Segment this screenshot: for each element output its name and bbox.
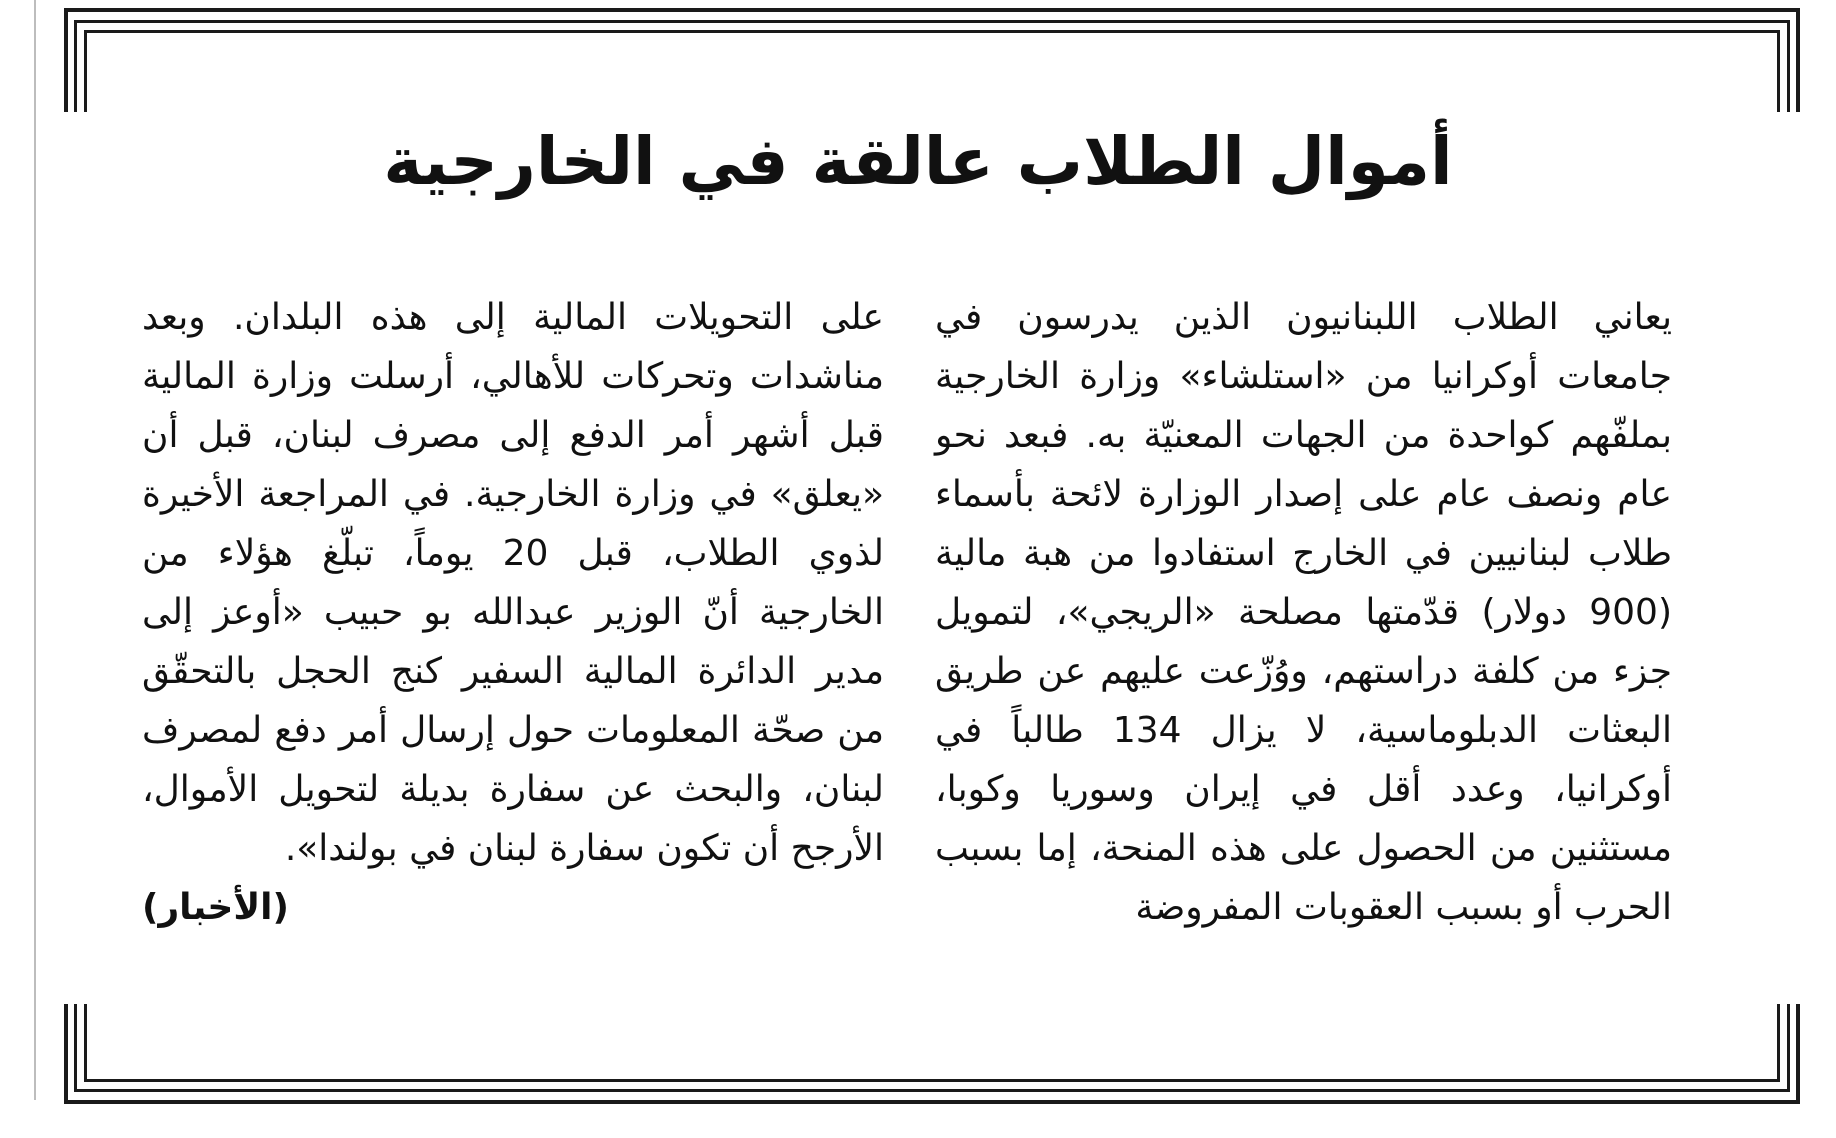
frame-top-rule-inner xyxy=(84,30,1780,33)
frame-bottom-right-post-inner xyxy=(1777,1004,1780,1082)
frame-top-left-post-inner xyxy=(84,30,87,112)
article-source-signature: (الأخبار) xyxy=(142,887,289,928)
article-column-left xyxy=(142,288,884,937)
frame-top-right-post-middle xyxy=(1787,20,1790,112)
frame-bottom-rule-inner xyxy=(84,1079,1780,1082)
article-column-left-text: على التحويلات المالية إلى هذه البلدان. وبعد مناشدات وتحركات للأهالي، أرسلت وزارة المالية قبل أشهر أمر الدفع إلى مصرف لبنان، قبل أن «يعلق» في وزارة الخارجية. في المراجعة الأخيرة لذوي الطلاب، قبل 20 يوماً، تبلّغ هؤلاء من الخارجية أنّ الوزير عبدالله بو حبيب «أوعز إلى مدير الدائرة المالية السفير كنج الحجل بالتحقّق من صحّة المعلومات حول إرسال أمر دفع لمصرف لبنان، والبحث عن سفارة بديلة لتحويل الأموال، الأرجح أن تكون سفارة لبنان في بولندا». xyxy=(142,297,884,869)
frame-top-left-post-middle xyxy=(74,20,77,112)
frame-bottom-rule-outer xyxy=(64,1100,1800,1104)
frame-top-rule-outer xyxy=(64,8,1800,12)
article-headline: أموال الطلاب عالقة في الخارجية xyxy=(383,123,1453,200)
article-column-right-text: يعاني الطلاب اللبنانيون الذين يدرسون في جامعات أوكرانيا من «استلشاء» وزارة الخارجية بملفّهم كواحدة من الجهات المعنيّة به. فبعد نحو عام ونصف عام على إصدار الوزارة لائحة بأسماء طلاب لبنانيين في الخارج استفادوا من هبة مالية (900 دولار) قدّمتها مصلحة «الريجي»، لتمويل جزء من كلفة دراستهم، ووُزّعت عليهم عن طريق البعثات الدبلوماسية، لا يزال 134 طالباً في أوكرانيا، وعدد أقل في إيران وسوريا وكوبا، مستثنين من الحصول على هذه المنحة، إما بسبب الحرب أو بسبب العقوبات المفروضة xyxy=(935,297,1673,928)
frame-bottom-left-post-inner xyxy=(84,1004,87,1082)
frame-top-right-post-outer xyxy=(1796,8,1800,112)
frame-bottom-right-post-outer xyxy=(1796,1004,1800,1104)
article-column-right xyxy=(935,288,1672,937)
frame-bottom-right-post-middle xyxy=(1787,1004,1790,1092)
page-edge-line xyxy=(34,0,36,1100)
frame-top-right-post-inner xyxy=(1777,30,1780,112)
frame-bottom-left-post-middle xyxy=(74,1004,77,1092)
frame-top-left-post-outer xyxy=(64,8,68,112)
frame-bottom-left-post-outer xyxy=(64,1004,68,1104)
frame-top-rule-middle xyxy=(74,20,1790,23)
frame-bottom-rule-middle xyxy=(74,1089,1790,1092)
